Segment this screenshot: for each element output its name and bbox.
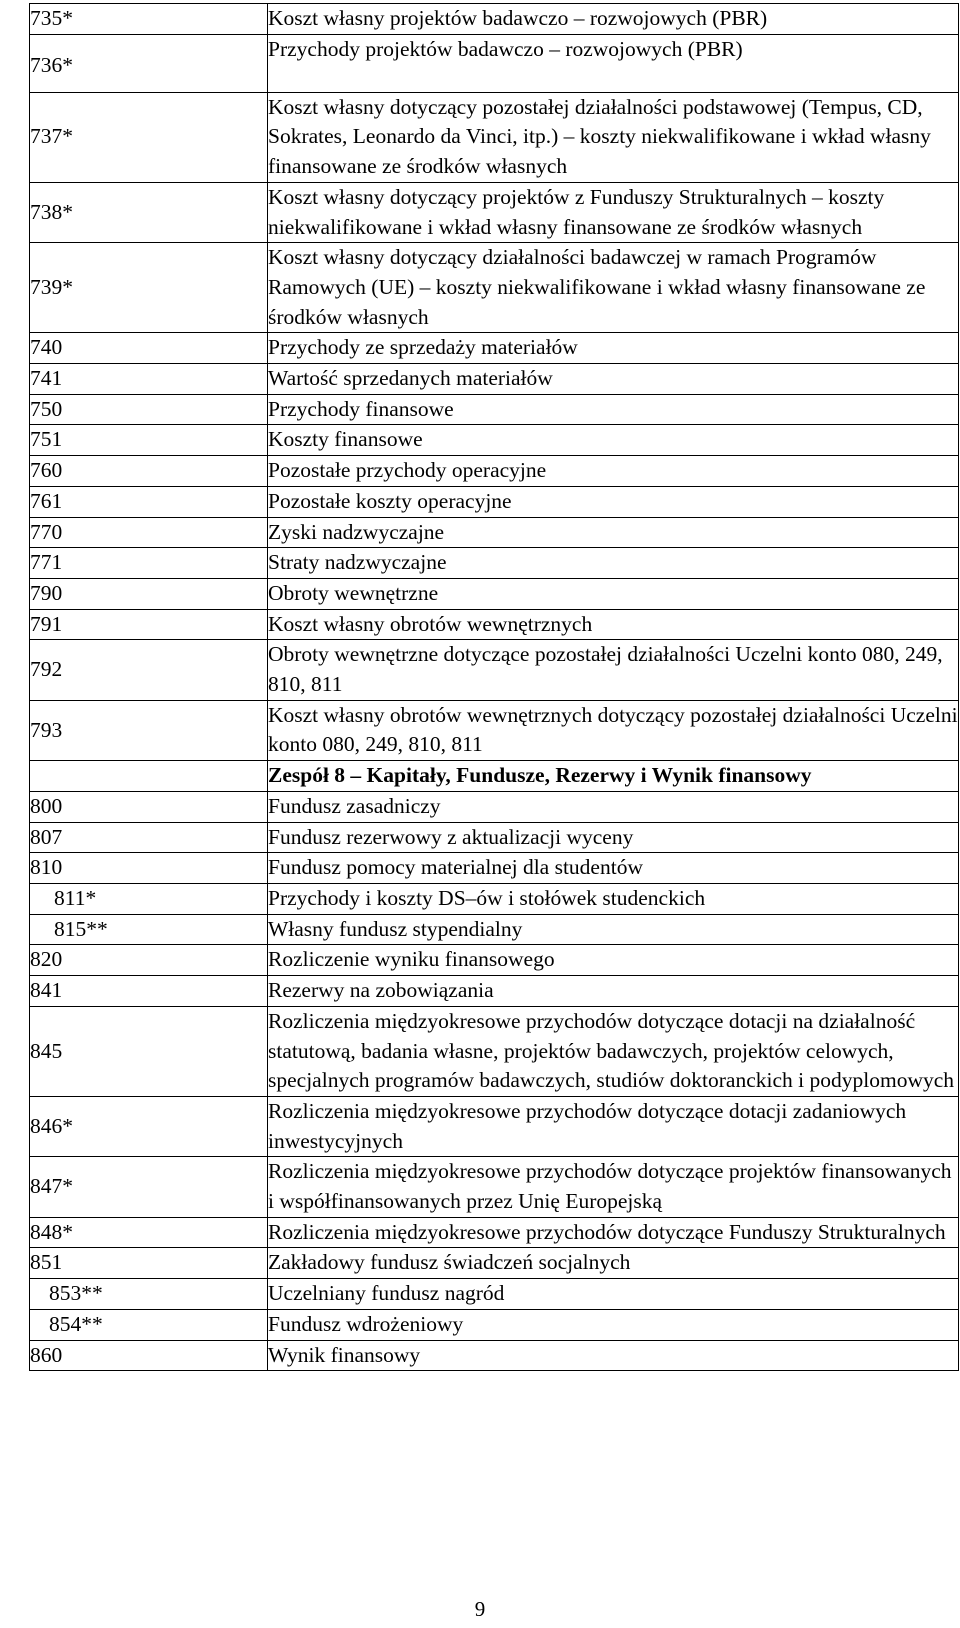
account-code: 791 [30,609,268,640]
table-row [30,364,959,395]
page-number: 9 [474,1597,486,1621]
table-row [30,976,959,1007]
account-code: 846* [30,1096,268,1156]
table-row [30,578,959,609]
table-row [30,609,959,640]
account-description: Koszt własny dotyczący działalności badawczej w ramach Programów Ramowych (UE) – koszty niekwalifikowane i wkład własny finansowane ze środków własnych [268,243,959,333]
account-code: 851 [30,1248,268,1279]
table-row [30,456,959,487]
account-description: Koszty finansowe [268,425,959,456]
account-description: Rozliczenia międzyokresowe przychodów dotyczące Funduszy Strukturalnych [268,1217,959,1248]
account-description: Pozostałe koszty operacyjne [268,486,959,517]
account-description: Rozliczenia międzyokresowe przychodów dotyczące projektów finansowanych i współfinansowanych przez Unię Europejską [268,1157,959,1217]
account-code: 841 [30,976,268,1007]
table-row [30,1279,959,1310]
table-row [30,34,959,92]
table-row [30,548,959,579]
account-description: Straty nadzwyczajne [268,548,959,579]
account-code: 853** [30,1279,268,1310]
account-description: Rezerwy na zobowiązania [268,976,959,1007]
account-code: 847* [30,1157,268,1217]
account-code: 810 [30,853,268,884]
account-code: 738* [30,182,268,242]
account-code: 854** [30,1309,268,1340]
account-description: Fundusz pomocy materialnej dla studentów [268,853,959,884]
account-code: 761 [30,486,268,517]
account-description: Przychody ze sprzedaży materiałów [268,333,959,364]
account-code: 736* [30,34,268,92]
account-description: Obroty wewnętrzne [268,578,959,609]
table-row [30,1006,959,1096]
account-description: Rozliczenia międzyokresowe przychodów dotyczące dotacji zadaniowych inwestycyjnych [268,1096,959,1156]
account-code: 750 [30,394,268,425]
account-description: Przychody projektów badawczo – rozwojowych (PBR) [268,34,959,92]
account-description: Przychody finansowe [268,394,959,425]
table-row [30,822,959,853]
account-description: Koszt własny obrotów wewnętrznych dotyczący pozostałej działalności Uczelni konto 080, 249, 810, 811 [268,700,959,760]
account-code: 751 [30,425,268,456]
account-code: 737* [30,92,268,182]
account-code: 807 [30,822,268,853]
table-row [30,945,959,976]
table-row [30,1096,959,1156]
account-code: 848* [30,1217,268,1248]
account-code: 735* [30,4,268,35]
table-row [30,243,959,333]
account-description: Koszt własny obrotów wewnętrznych [268,609,959,640]
account-code: 760 [30,456,268,487]
account-code: 845 [30,1006,268,1096]
account-description: Obroty wewnętrzne dotyczące pozostałej działalności Uczelni konto 080, 249, 810, 811 [268,640,959,700]
account-description: Rozliczenia międzyokresowe przychodów dotyczące dotacji na działalność statutową, badania własne, projektów badawczych, projektów celowych, specjalnych programów badawczych, studiów doktoranckich i podyplomowych [268,1006,959,1096]
account-description: Koszt własny dotyczący projektów z Funduszy Strukturalnych – koszty niekwalifikowane i wkład własny finansowane ze środków własnych [268,182,959,242]
table-row [30,640,959,700]
account-code: 741 [30,364,268,395]
table-row [30,853,959,884]
account-code: 792 [30,640,268,700]
account-code: 811* [30,883,268,914]
account-description: Fundusz wdrożeniowy [268,1309,959,1340]
table-row [30,1340,959,1371]
table-row [30,1217,959,1248]
account-code: 860 [30,1340,268,1371]
table-row [30,883,959,914]
table-row [30,425,959,456]
account-code: 793 [30,700,268,760]
table-row [30,1157,959,1217]
account-code: 739* [30,243,268,333]
account-code: 820 [30,945,268,976]
account-code: 815** [30,914,268,945]
section-title: Zespół 8 – Kapitały, Fundusze, Rezerwy i Wynik finansowy [268,761,959,792]
account-description: Fundusz zasadniczy [268,791,959,822]
account-description: Wartość sprzedanych materiałów [268,364,959,395]
account-code: 770 [30,517,268,548]
account-description: Zyski nadzwyczajne [268,517,959,548]
account-description: Pozostałe przychody operacyjne [268,456,959,487]
table-row [30,394,959,425]
table-row [30,182,959,242]
table-row [30,4,959,35]
table-row [30,92,959,182]
account-code: 800 [30,791,268,822]
account-description: Koszt własny projektów badawczo – rozwojowych (PBR) [268,4,959,35]
account-description: Fundusz rezerwowy z aktualizacji wyceny [268,822,959,853]
account-description: Własny fundusz stypendialny [268,914,959,945]
table-row [30,791,959,822]
account-description: Wynik finansowy [268,1340,959,1371]
table-row [30,700,959,760]
account-description: Rozliczenie wyniku finansowego [268,945,959,976]
table-row [30,1309,959,1340]
section-header-row [30,761,959,792]
table-row [30,1248,959,1279]
table-row [30,517,959,548]
chart-of-accounts-table [29,3,959,1371]
account-code: 790 [30,578,268,609]
account-code [30,761,268,792]
account-description: Uczelniany fundusz nagród [268,1279,959,1310]
account-description: Przychody i koszty DS–ów i stołówek studenckich [268,883,959,914]
table-row [30,914,959,945]
table-row [30,333,959,364]
account-code: 771 [30,548,268,579]
account-description: Koszt własny dotyczący pozostałej działalności podstawowej (Tempus, CD, Sokrates, Leonardo da Vinci, itp.) – koszty niekwalifikowane i wkład własny finansowane ze środków własnych [268,92,959,182]
account-code: 740 [30,333,268,364]
table-row [30,486,959,517]
account-description: Zakładowy fundusz świadczeń socjalnych [268,1248,959,1279]
